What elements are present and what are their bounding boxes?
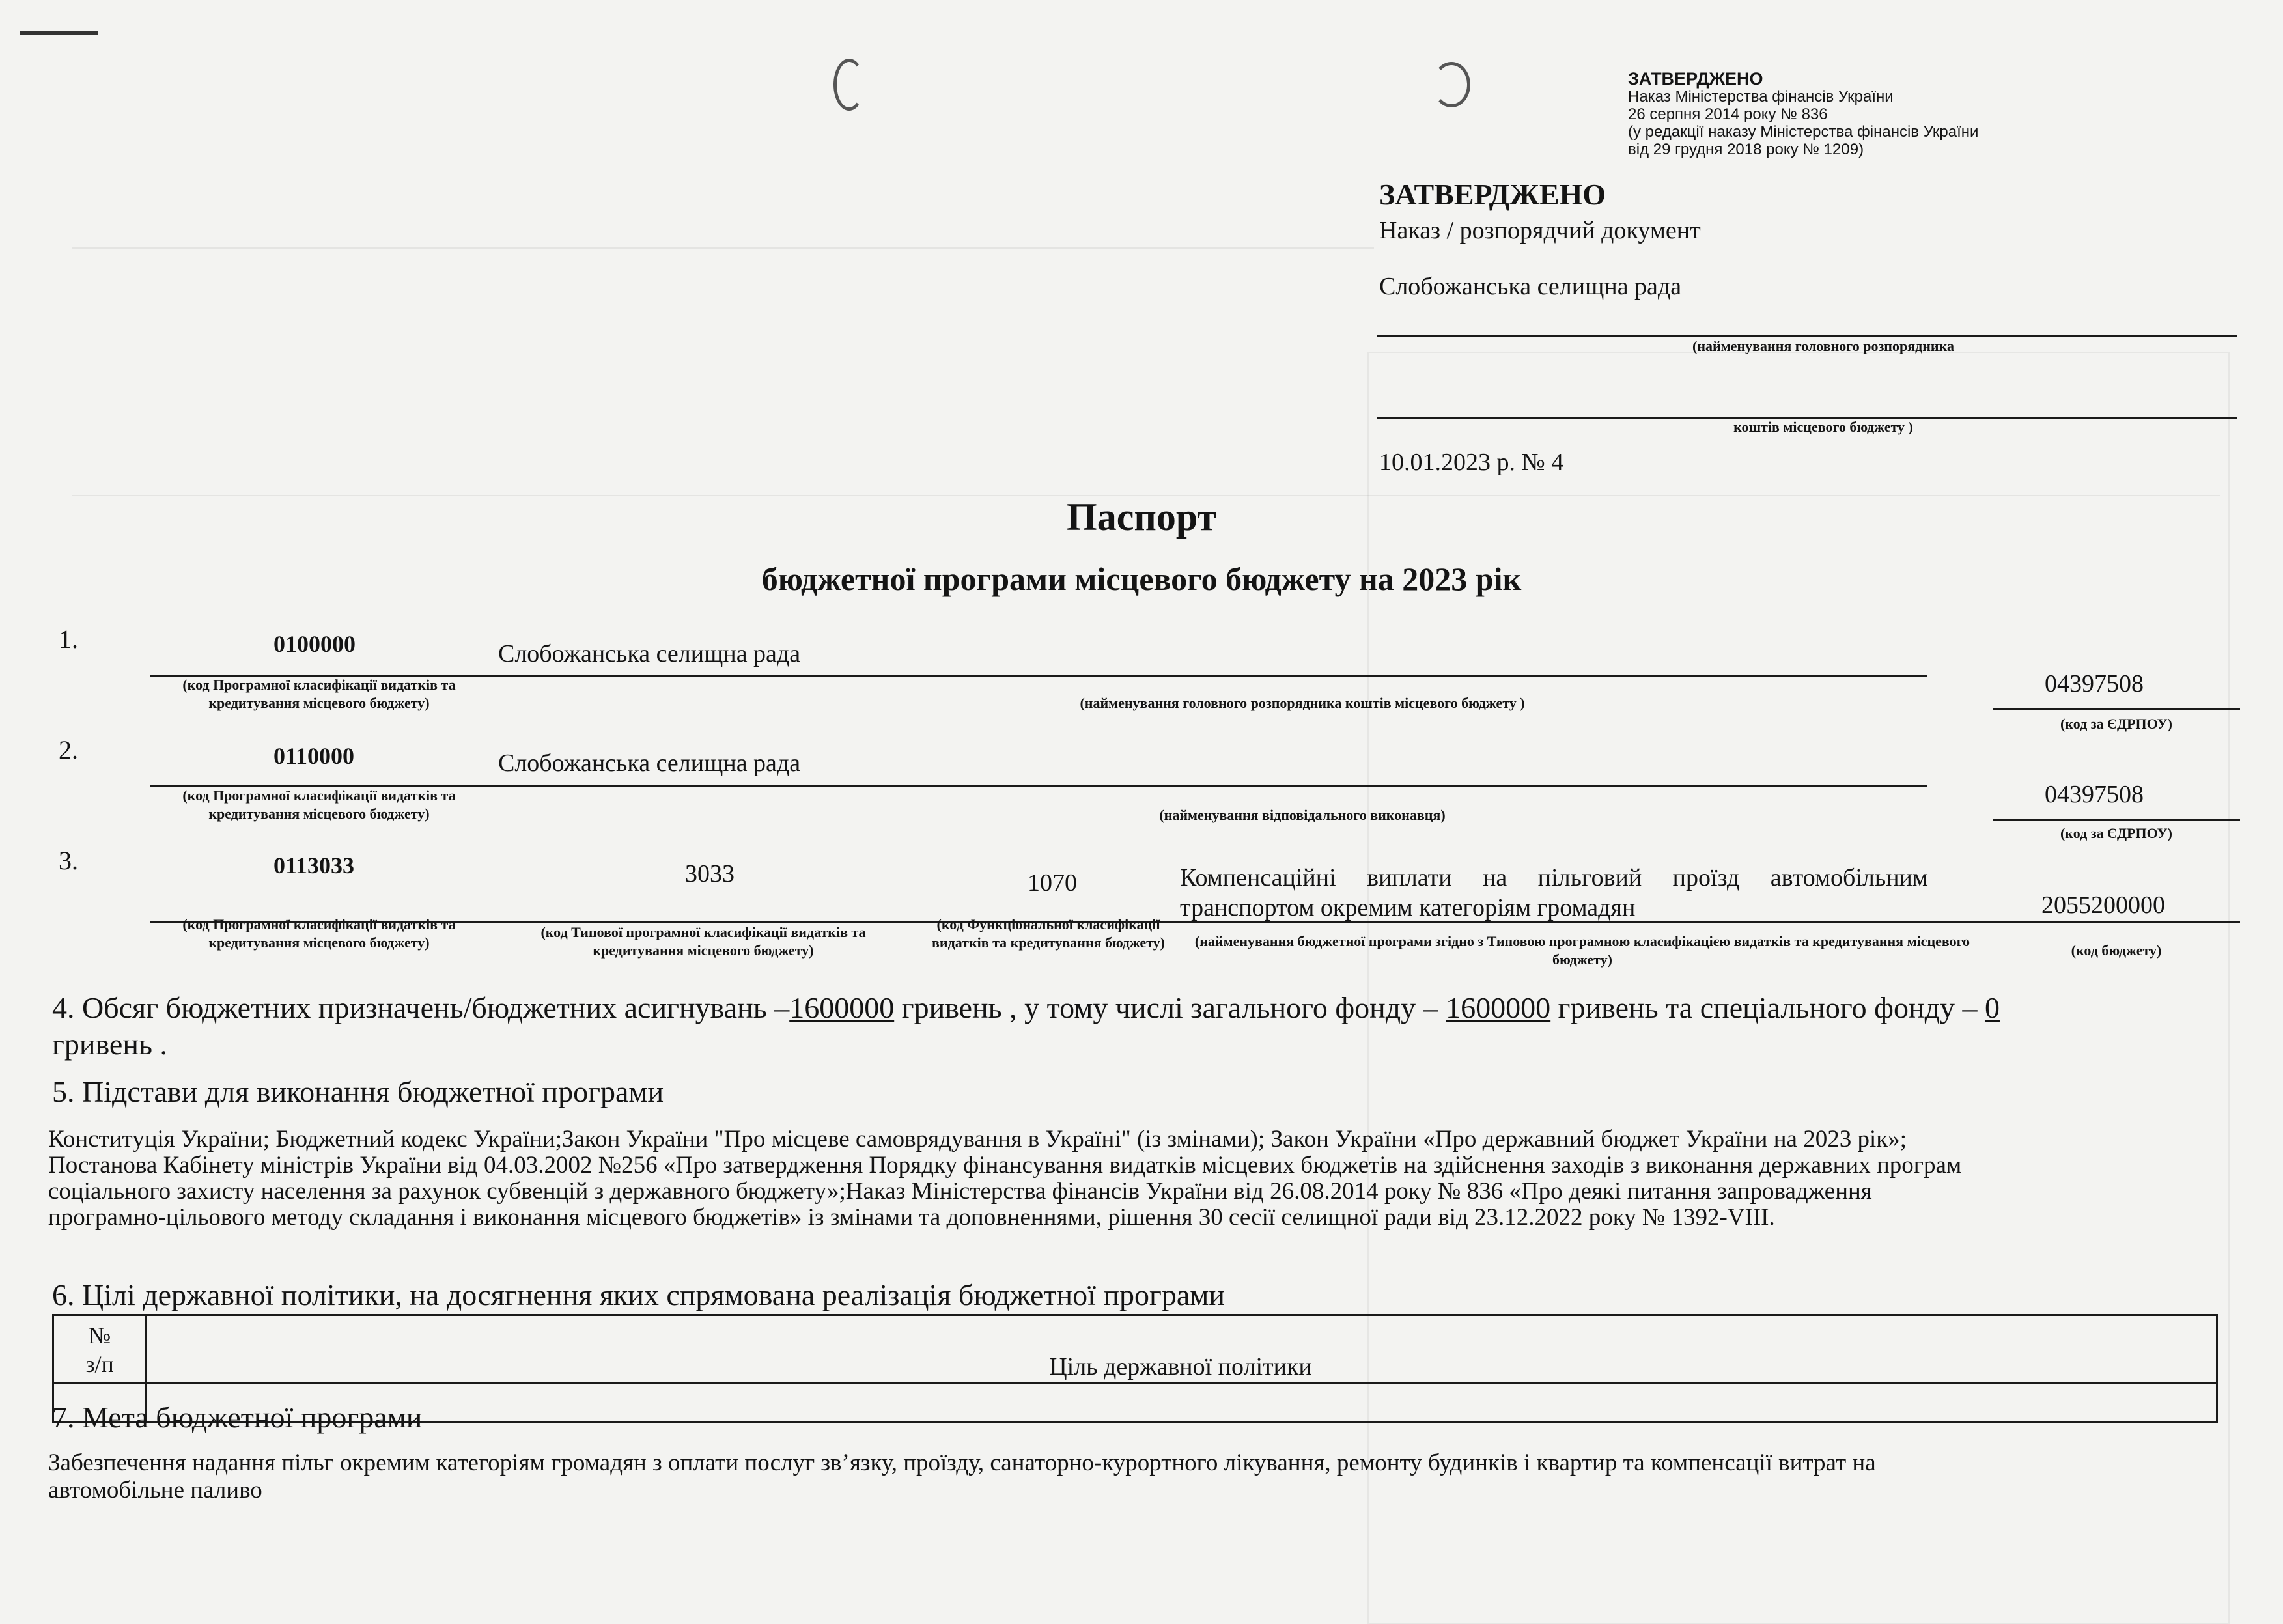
section6-header-goal: Ціль державної політики [1049, 1353, 1312, 1380]
punch-hole-right [1433, 62, 1470, 107]
row2-caption-code: (код Програмної класифікації видатків та кредитування місцевого бюджету) [182, 787, 456, 822]
row3-fkv-code: 1070 [1028, 869, 1077, 897]
approval-top-title: ЗАТВЕРДЖЕНО [1628, 69, 1763, 89]
section4-part1: 4. Обсяг бюджетних призначень/бюджетних асигнувань – [52, 991, 790, 1024]
row2-code: 0110000 [273, 743, 355, 769]
section4-text [52, 990, 2240, 1063]
bleed-through-rule-1 [72, 247, 1374, 249]
approval-top-line2: 26 серпня 2014 року № 836 [1628, 105, 1828, 123]
row2-caption-edrpou: (код за ЄДРПОУ) [2060, 825, 2172, 841]
row2-caption-name: (найменування відповідального виконавця) [1159, 807, 1446, 823]
row2-name: Слобожанська селищна рада [498, 749, 801, 777]
row3-tpkv-code: 3033 [685, 860, 735, 888]
section4-general: 1600000 [1446, 991, 1551, 1024]
approval-title: ЗАТВЕРДЖЕНО [1379, 178, 1606, 211]
row3-number: 3. [59, 846, 78, 875]
row3-caption-name: (найменування бюджетної програми згідно з Типовою програмною класифікацією видатків та кредитування місцевого бюджету) [1194, 933, 1970, 968]
section5-line3: соціального захисту населення за рахунок субвенцій з державного бюджету»;Наказ Міністерства фінансів України від 26.08.2014 року № 836 «Про деякі питання запровадження [48, 1178, 1872, 1205]
section5-line4: програмно-цільового методу складання і виконання місцевого бюджетів» із змінами та доповненнями, рішення 30 сесії селищної ради від 23.12.2022 року № 1392-VIII. [48, 1204, 1775, 1231]
approval-org: Слобожанська селищна рада [1379, 273, 1682, 300]
section6-header-rule [54, 1382, 2216, 1384]
section4-part3: гривень та спеціального фонду – [1550, 991, 1985, 1024]
row3-caption-tpkv: (код Типової програмної класифікації видатків та кредитування місцевого бюджету) [540, 924, 866, 959]
row1-number: 1. [59, 624, 78, 654]
approval-caption-a: (найменування головного розпорядника [1692, 338, 1954, 354]
row3-caption-code: (код Програмної класифікації видатків та кредитування місцевого бюджету) [182, 916, 456, 951]
row3-budget-code: 2055200000 [2041, 891, 2165, 919]
section7-heading: 7. Мета бюджетної програми [52, 1401, 423, 1434]
section4-special: 0 [1984, 991, 2000, 1024]
section6-header-num [54, 1321, 145, 1379]
section7-body [48, 1449, 2275, 1504]
row3-program-name-line2: транспортом окремим категоріям громадян [1180, 894, 1636, 921]
punch-hole-left [833, 59, 865, 111]
section5-heading: 5. Підстави для виконання бюджетної програми [52, 1075, 664, 1108]
document-subtitle: бюджетної програми місцевого бюджету на 2023 рік [761, 561, 1522, 597]
bleed-through-table [1367, 352, 2230, 1624]
scan-edge-mark [20, 31, 98, 35]
approval-caption-b: коштів місцевого бюджету ) [1733, 419, 1913, 435]
row1-caption-edrpou: (код за ЄДРПОУ) [2060, 716, 2172, 732]
section4-total: 1600000 [789, 991, 895, 1024]
section4-part2: гривень , у тому числі загального фонду – [894, 991, 1446, 1024]
section7-line1: Забезпечення надання пільг окремим категоріям громадян з оплати послуг зв’язку, проїзду, санаторно-курортного лікування, ремонту будинків і квартир та компенсації витрат на [48, 1449, 1876, 1476]
section7-line2: автомобільне паливо [48, 1477, 262, 1504]
row3-code: 0113033 [273, 852, 355, 878]
row1-edrpou: 04397508 [2045, 670, 2144, 697]
row1-name: Слобожанська селищна рада [498, 640, 801, 667]
section5-line2: Постанова Кабінету міністрів України від 04.03.2002 №256 «Про затвердження Порядку фінансування видатків місцевих бюджетів на здійснення заходів з виконання державних програм [48, 1152, 1962, 1179]
row1-code: 0100000 [273, 631, 356, 657]
row1-edrpou-rule [1993, 708, 2240, 710]
row3-program-name-line1: Компенсаційні виплати на пільговий проїзд автомобільним [1180, 864, 1928, 891]
section5-line1: Конституція України; Бюджетний кодекс України;Закон України "Про місцеве самоврядування в Україні" (із змінами); Закон України «Про державний бюджет України на 2023 рік»; [48, 1126, 1907, 1153]
approval-top-line4: від 29 грудня 2018 року № 1209) [1628, 141, 1864, 158]
approval-top-block [1628, 70, 1978, 158]
approval-top-line1: Наказ Міністерства фінансів України [1628, 88, 1894, 105]
row3-caption-budget: (код бюджету) [2071, 942, 2162, 959]
approval-top-line3: (у редакції наказу Міністерства фінансів України [1628, 123, 1979, 141]
approval-doc: Наказ / розпорядчий документ [1379, 217, 1701, 244]
row3-caption-fkv: (код Функціональної класифікації видатків та кредитування бюджету) [932, 916, 1165, 951]
section6-num-label: з/п [85, 1351, 114, 1377]
row2-number: 2. [59, 735, 78, 764]
section5-body [48, 1127, 2275, 1231]
row1-caption-code: (код Програмної класифікації видатків та кредитування місцевого бюджету) [182, 677, 456, 711]
row2-edrpou-rule [1993, 819, 2240, 821]
row2-edrpou: 04397508 [2045, 781, 2144, 808]
approval-date-number: 10.01.2023 р. № 4 [1379, 449, 1564, 476]
section6-heading: 6. Цілі державної політики, на досягнення яких спрямована реалізація бюджетної програми [52, 1278, 1225, 1311]
section4-part4: гривень . [52, 1028, 167, 1061]
section6-num-symbol: № [88, 1323, 111, 1349]
document-title: Паспорт [1067, 496, 1216, 539]
row1-caption-name: (найменування головного розпорядника коштів місцевого бюджету ) [1080, 695, 1525, 711]
